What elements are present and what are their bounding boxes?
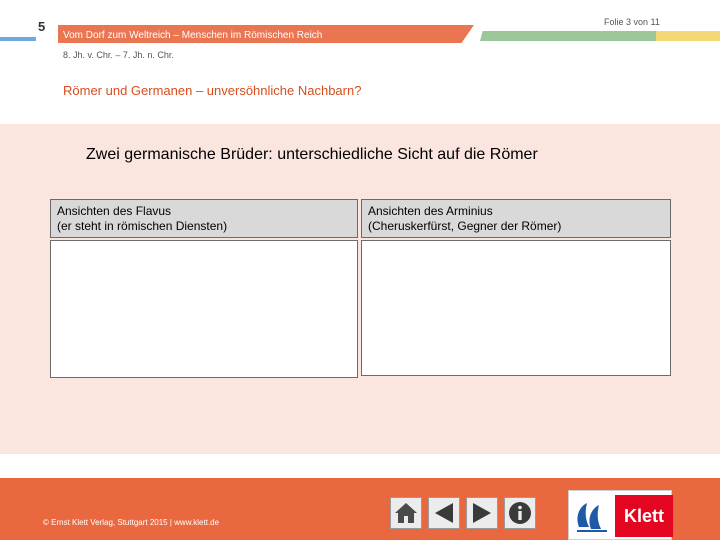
arrow-left-icon xyxy=(431,500,457,526)
era-label: 8. Jh. v. Chr. – 7. Jh. n. Chr. xyxy=(63,50,174,60)
copyright-text: © Ernst Klett Verlag, Stuttgart 2015 | www.klett.de xyxy=(43,518,220,527)
klett-logo xyxy=(568,490,672,540)
header-arminius-line2: (Cheruskerfürst, Gegner der Römer) xyxy=(368,219,562,233)
previous-button[interactable] xyxy=(428,497,460,529)
info-icon xyxy=(507,500,533,526)
answer-cell-arminius[interactable] xyxy=(361,240,671,376)
accent-bar-blue xyxy=(0,37,36,41)
info-button[interactable] xyxy=(504,497,536,529)
header-flavus-line1: Ansichten des Flavus xyxy=(57,204,172,218)
chapter-title: Vom Dorf zum Weltreich – Menschen im Römischen Reich xyxy=(63,30,323,41)
arrow-right-icon xyxy=(469,500,495,526)
next-button[interactable] xyxy=(466,497,498,529)
klett-logo-mark-icon xyxy=(573,497,613,535)
page-heading: Römer und Germanen – unversöhnliche Nachbarn? xyxy=(63,83,362,98)
table-header-arminius xyxy=(361,199,671,238)
accent-bar-yellow xyxy=(656,31,720,41)
header-arminius-line1: Ansichten des Arminius xyxy=(368,204,493,218)
table-header-flavus xyxy=(50,199,358,238)
home-icon xyxy=(393,500,419,526)
answer-cell-flavus[interactable] xyxy=(50,240,358,378)
panel-title: Zwei germanische Brüder: unterschiedliche Sicht auf die Römer xyxy=(86,146,538,163)
header-flavus-line2: (er steht in römischen Diensten) xyxy=(57,219,228,233)
klett-logo-text: Klett xyxy=(615,495,673,537)
home-button[interactable] xyxy=(390,497,422,529)
accent-bar-green xyxy=(480,31,656,41)
slide-counter: Folie 3 von 11 xyxy=(604,17,660,27)
chapter-number: 5 xyxy=(38,19,46,34)
